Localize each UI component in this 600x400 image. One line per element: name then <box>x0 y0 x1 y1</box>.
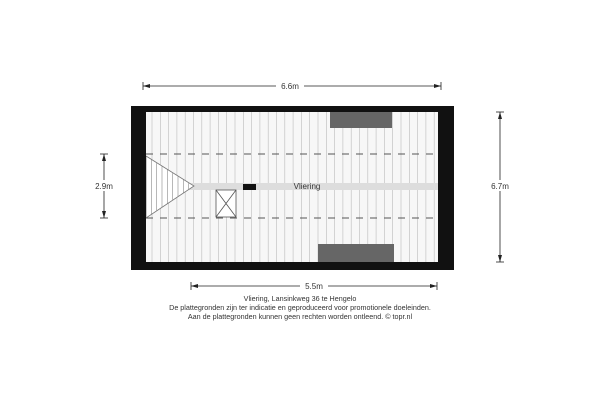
dimension-top-arrow-left <box>143 84 150 88</box>
caption-line-3: Aan de plattegronden kunnen geen rechten worden ontleend. © topr.nl <box>187 312 413 321</box>
caption <box>0 294 600 321</box>
dimension-left-label: 2.9m <box>95 182 113 191</box>
dimension-bottom-arrow-left <box>191 284 198 288</box>
dimension-left-arrow-top <box>102 154 106 161</box>
skylight-bottom <box>318 244 394 262</box>
dimension-left-arrow-bottom <box>102 211 106 218</box>
dimension-right-arrow-bottom <box>498 255 502 262</box>
caption-line-2: De plattegronden zijn ter indicatie en geproduceerd voor promotionele doeleinden. <box>169 303 431 312</box>
dimension-right-label: 6.7m <box>491 182 509 191</box>
dimension-right-arrow-top <box>498 112 502 119</box>
dimension-bottom-arrow-right <box>430 284 437 288</box>
chimney-vent <box>243 184 256 190</box>
caption-line-1: Vliering, Lansinkweg 36 te Hengelo <box>243 294 357 303</box>
dimension-top-label: 6.6m <box>281 82 299 91</box>
room-label: Vliering <box>293 182 321 191</box>
skylight-top <box>330 112 392 128</box>
dimension-top-arrow-right <box>434 84 441 88</box>
dimension-bottom-label: 5.5m <box>305 282 323 291</box>
